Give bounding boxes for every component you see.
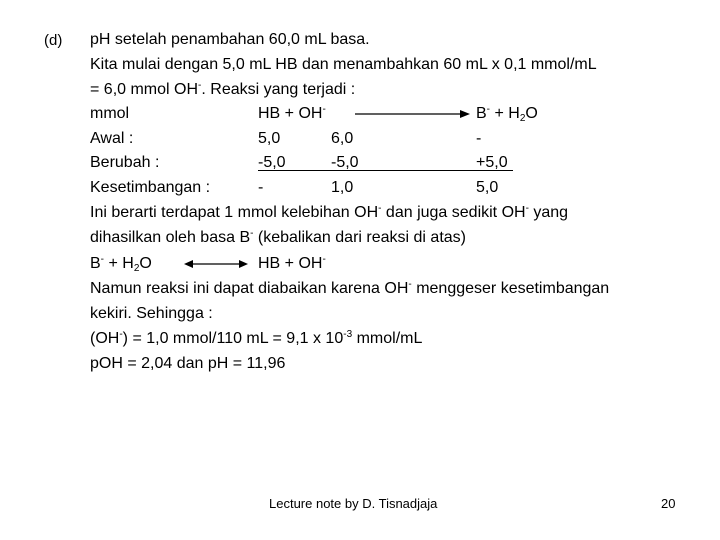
row-awal-hb: 5,0	[258, 130, 281, 147]
footer-note: Lecture note by D. Tisnadjaja	[269, 496, 438, 511]
row-awal-oh: 6,0	[331, 130, 354, 147]
forward-arrow-icon	[355, 108, 470, 120]
row-kesetimbangan-oh: 1,0	[331, 179, 354, 196]
row-berubah-hb: -5,0	[258, 154, 286, 171]
line-produced-by-base: dihasilkan oleh basa B- (kebalikan dari reaksi di atas)	[90, 228, 466, 246]
table-header-reactants: HB + OH-	[258, 104, 326, 122]
reaction2-right: HB + OH-	[258, 254, 326, 272]
double-arrow-icon	[184, 258, 248, 270]
line-start: Kita mulai dengan 5,0 mL HB dan menambahkan 60 mL x 0,1 mmol/mL	[90, 56, 597, 73]
line-therefore: kekiri. Sehingga :	[90, 305, 213, 322]
line-poh-ph: pOH = 2,04 dan pH = 11,96	[90, 355, 286, 372]
line-concentration: (OH-) = 1,0 mmol/110 mL = 9,1 x $10^{-3}$ mmol/mL	[90, 329, 423, 347]
item-label: (d)	[44, 32, 63, 49]
table-header-products: $B^- + H_2O$	[476, 104, 538, 124]
row-label-berubah: Berubah :	[90, 154, 160, 171]
row-berubah-b: +5,0	[476, 154, 508, 171]
line-negligible: Namun reaksi ini dapat diabaikan karena OH- menggeser kesetimbangan	[90, 279, 610, 297]
page-number: 20	[661, 496, 676, 511]
row-label-kesetimbangan: Kesetimbangan :	[90, 179, 211, 196]
line-mmol-oh: = 6,0 mmol OH-. Reaksi yang terjadi :	[90, 80, 356, 98]
row-kesetimbangan-b: 5,0	[476, 179, 499, 196]
reaction2-left: $B^- + H_2O$	[90, 254, 152, 274]
change-underline	[258, 170, 513, 171]
row-awal-b: -	[476, 130, 482, 147]
table-header-label: mmol	[90, 105, 130, 122]
row-kesetimbangan-hb: -	[258, 179, 264, 196]
row-berubah-oh: -5,0	[331, 154, 359, 171]
line-excess-oh: Ini berarti terdapat 1 mmol kelebihan OH- dan juga sedikit OH- yang	[90, 203, 569, 221]
row-label-awal: Awal :	[90, 130, 134, 147]
line-intro: pH setelah penambahan 60,0 mL basa.	[90, 31, 370, 48]
